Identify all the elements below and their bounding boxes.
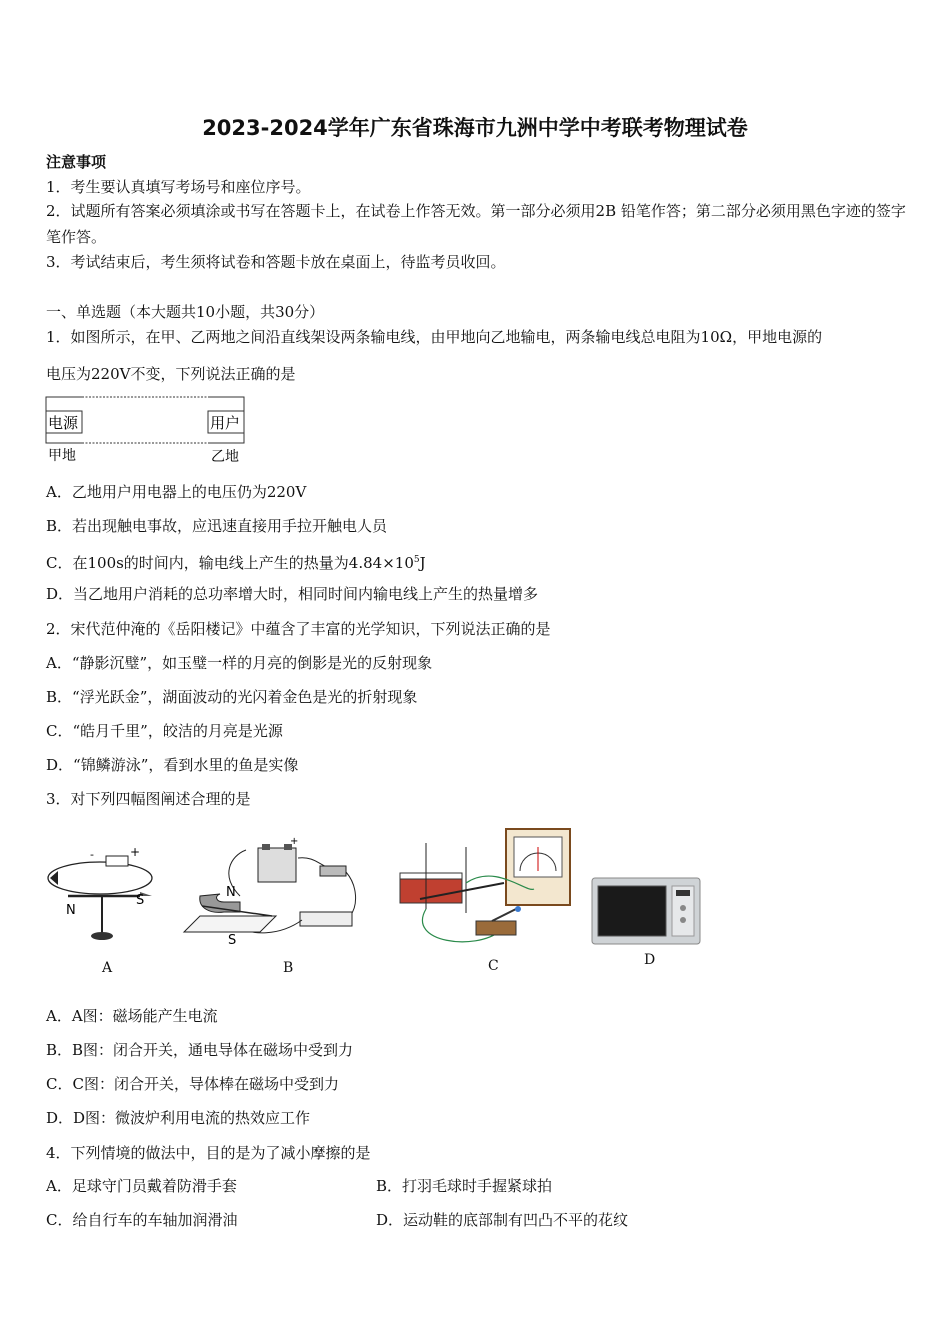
svg-text:N: N xyxy=(226,885,236,900)
svg-text:S: S xyxy=(136,893,145,908)
q3-figure-d xyxy=(590,876,702,948)
q3-option-a: A．A图：磁场能产生电流 xyxy=(46,1007,218,1025)
q3-figure-b xyxy=(180,836,370,952)
q3-option-c: C．C图：闭合开关，导体棒在磁场中受到力 xyxy=(46,1075,339,1093)
q2-stem: 2．宋代范仲淹的《岳阳楼记》中蕴含了丰富的光学知识，下列说法正确的是 xyxy=(46,620,551,638)
q4-option-c: C．给自行车的车轴加润滑油 xyxy=(46,1211,238,1229)
q4-option-b: B．打羽毛球时手握紧球拍 xyxy=(376,1177,553,1195)
q3-option-d: D．D图：微波炉利用电流的热效应工作 xyxy=(46,1109,311,1127)
exam-title: 2023-2024学年广东省珠海市九洲中学中考联考物理试卷 xyxy=(202,116,748,140)
q3-option-b: B．B图：闭合开关，通电导体在磁场中受到力 xyxy=(46,1041,354,1059)
q1-power-line-diagram xyxy=(40,388,260,468)
figure-a-label: A xyxy=(102,960,113,976)
notice-item-1: 1．考生要认真填写考场号和座位序号。 xyxy=(46,178,311,196)
q3-figure-a xyxy=(40,838,170,948)
q4-option-a: A．足球守门员戴着防滑手套 xyxy=(46,1177,237,1195)
svg-text:N: N xyxy=(66,903,76,918)
svg-text:+: + xyxy=(130,845,141,859)
figure-d-label: D xyxy=(644,952,656,968)
q4-option-d: D．运动鞋的底部制有凹凸不平的花纹 xyxy=(376,1211,629,1229)
figure-c-label: C xyxy=(488,958,499,974)
place-a-label: 甲地 xyxy=(48,448,76,464)
notice-item-2: 2．试题所有答案必须填涂或书写在答题卡上，在试卷上作答无效。第一部分必须用2B 铅笔作答；第二部分必须用黑色字迹的签字笔作答。 xyxy=(46,202,906,246)
q1-stem-line2: 电压为220V不变，下列说法正确的是 xyxy=(46,365,296,383)
q2-option-b: B．“浮光跃金”，湖面波动的光闪着金色是光的折射现象 xyxy=(46,688,418,706)
power-source-label: 电源 xyxy=(48,414,79,432)
figure-b-label: B xyxy=(283,960,294,976)
q1-stem-line1: 1．如图所示，在甲、乙两地之间沿直线架设两条输电线，由甲地向乙地输电，两条输电线总电阻为10Ω，甲地电源的 xyxy=(46,328,823,346)
svg-text:S: S xyxy=(228,933,237,948)
q2-option-c: C．“皓月千里”，皎洁的月亮是光源 xyxy=(46,722,283,740)
q1-option-a: A．乙地用户用电器上的电压仍为220V xyxy=(46,483,307,501)
svg-text:-: - xyxy=(90,848,94,861)
svg-text:+: + xyxy=(290,836,299,847)
q4-stem: 4．下列情境的做法中，目的是为了减小摩擦的是 xyxy=(46,1144,371,1162)
q3-stem: 3．对下列四幅图阐述合理的是 xyxy=(46,790,251,808)
q1-option-b: B．若出现触电事故，应迅速直接用手拉开触电人员 xyxy=(46,517,388,535)
q2-option-d: D．“锦鳞游泳”，看到水里的鱼是实像 xyxy=(46,756,299,774)
place-b-label: 乙地 xyxy=(211,449,239,465)
notice-heading: 注意事项 xyxy=(46,153,107,171)
q3-figure-c xyxy=(396,823,580,953)
q1-option-c: C．在100s的时间内，输电线上产生的热量为$4.84\times 10^5J$ xyxy=(46,554,426,572)
section-heading: 一、单选题（本大题共10小题，共30分） xyxy=(46,303,325,321)
q1-option-d: D．当乙地用户消耗的总功率增大时，相同时间内输电线上产生的热量增多 xyxy=(46,585,539,603)
user-label: 用户 xyxy=(210,414,241,432)
q2-option-a: A．“静影沉璧”，如玉璧一样的月亮的倒影是光的反射现象 xyxy=(46,654,433,672)
notice-item-3: 3．考试结束后，考生须将试卷和答题卡放在桌面上，待监考员收回。 xyxy=(46,253,506,271)
